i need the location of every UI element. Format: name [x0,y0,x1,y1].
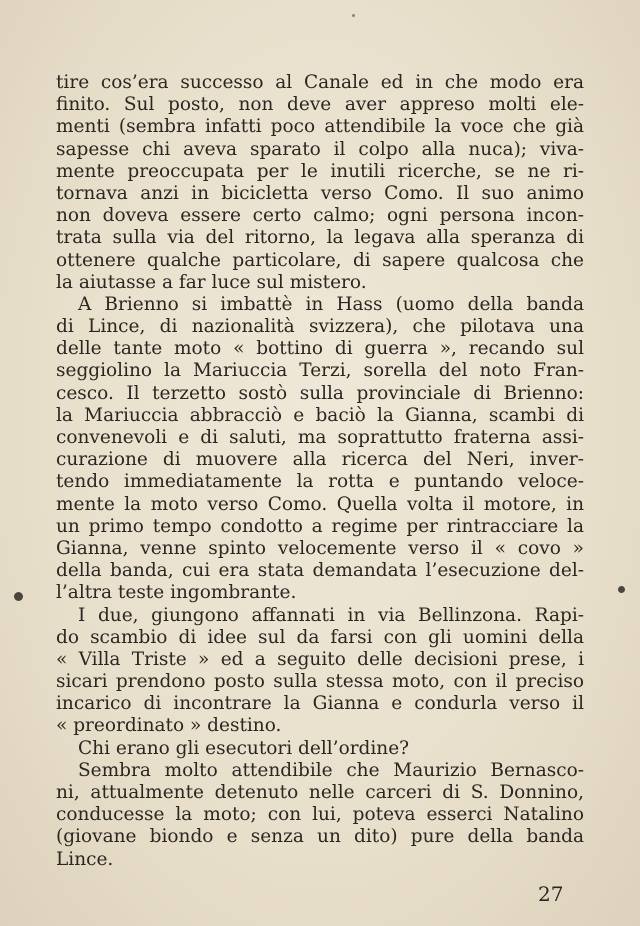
text-line: seggiolino la Mariuccia Terzi, sorella del noto Fran- [56,360,584,382]
text-line: sicari prendono posto sulla stessa moto, con il preciso [56,671,584,693]
text-line: l’altra teste ingombrante. [56,582,297,604]
ink-speck [618,586,625,593]
text-line: la Mariuccia abbracciò e baciò la Gianna, scambi di [56,404,584,426]
text-line: curazione di muovere alla ricerca del Neri, inver- [56,449,584,471]
text-line: do scambio di idee sul da farsi con gli uomini della [56,626,584,648]
text-line: A Brienno si imbattè in Hass (uomo della banda [78,293,584,315]
text-line: Sembra molto attendibile che Maurizio Bernasco- [78,759,584,781]
ink-speck [352,14,355,17]
text-line: ni, attualmente detenuto nelle carceri di S. Donnino, [56,782,584,803]
text-line: incarico di incontrare la Gianna e condurla verso il [56,693,584,715]
body-text [56,72,584,871]
text-line: (giovane biondo e senza un dito) pure della banda [56,826,584,848]
text-line: mente la moto verso Como. Quella volta il motore, in [56,493,584,515]
text-line: della banda, cui era stata demandata l’esecuzione del- [56,560,584,582]
text-line: delle tante moto « bottino di guerra », recando sul [56,338,584,360]
text-line: la aiutasse a far luce sul mistero. [56,271,367,293]
text-line: Lince. [56,848,114,870]
text-line: convenevoli e di saluti, ma soprattutto fraterna assi- [56,427,584,448]
text-line: di Lince, di nazionalità svizzera), che pilotava una [56,316,584,338]
text-line: mente preoccupata per le inutili ricerche, se ne ri- [56,160,584,182]
text-line: conducesse la moto; con lui, poteva esserci Natalino [56,804,584,826]
ink-speck [14,592,23,601]
text-line: ottenere qualche particolare, di sapere qualcosa che [56,249,584,271]
text-line: un primo tempo condotto a regime per rintracciare la [56,515,584,537]
text-line: non doveva essere certo calmo; ogni persona incon- [56,205,584,227]
text-line: tendo immediatamente la rotta e puntando veloce- [56,471,584,493]
text-line: Chi erano gli esecutori dell’ordine? [78,737,410,759]
text-line: sapesse chi aveva sparato il colpo alla nuca); viva- [56,138,584,160]
text-line: « preordinato » destino. [56,715,282,737]
text-line: Gianna, venne spinto velocemente verso il « covo » [56,537,584,559]
text-line: « Villa Triste » ed a seguito delle decisioni prese, i [56,648,584,670]
text-line: cesco. Il terzetto sostò sulla provinciale di Brienno: [56,382,584,404]
text-line: tire cos’era successo al Canale ed in che modo era [56,72,584,93]
text-line: menti (sembra infatti poco attendibile la voce che già [56,116,584,138]
text-line: tornava anzi in bicicletta verso Como. Il suo animo [56,182,584,204]
text-line: I due, giungono affannati in via Bellinzona. Rapi- [78,604,584,626]
page-number: 27 [538,882,564,906]
text-line: trata sulla via del ritorno, la legava alla speranza di [56,227,584,249]
text-line: finito. Sul posto, non deve aver appreso molti ele- [56,94,584,116]
